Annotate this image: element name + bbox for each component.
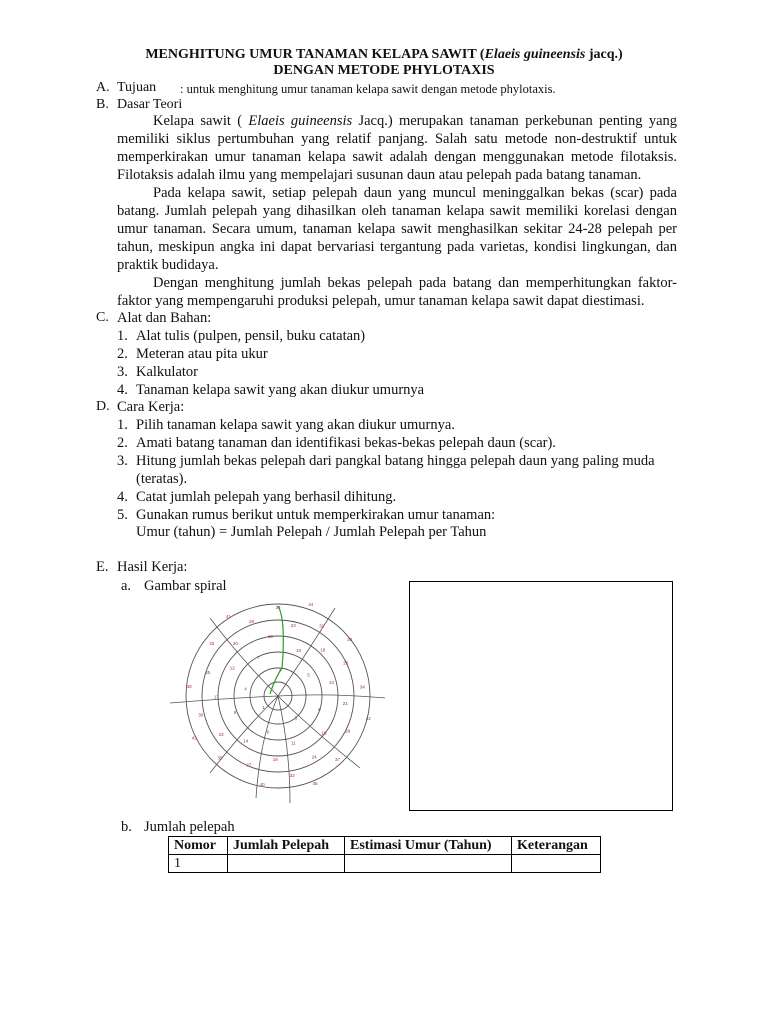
spiral-label: 1 — [262, 705, 265, 711]
spiral-label: 3 — [294, 715, 298, 721]
section-b-label: Dasar Teori — [117, 97, 183, 112]
results-table — [168, 836, 601, 873]
table-cell[interactable] — [512, 855, 601, 873]
subsection-b-marker: b. — [121, 819, 132, 835]
section-d-marker: D. — [96, 399, 110, 414]
spiral-label: 43 — [191, 735, 197, 741]
list-item: 5. Gunakan rumus berikut untuk memperkirakan umur tanaman: — [117, 507, 496, 523]
spiral-label: 42 — [365, 716, 371, 722]
spiral-label: 6 — [266, 729, 270, 735]
procedure-list — [117, 416, 677, 524]
spiral-label: 19 — [272, 756, 278, 762]
table-header-row — [169, 837, 601, 855]
list-item: 1. Pilih tanaman kelapa sawit yang akan diukur umurnya. — [117, 417, 455, 433]
section-a-text: : untuk menghitung umur tanaman kelapa sawit dengan metode phylotaxis. — [180, 82, 556, 96]
spiral-label: 25 — [205, 669, 211, 675]
list-item: 2. Amati batang tanaman dan identifikasi bekas-bekas pelepah daun (scar). — [117, 435, 556, 451]
spiral-label: 4 — [244, 686, 247, 692]
column-header-estimasi-umur: Estimasi Umur (Tahun) — [345, 837, 512, 855]
title-species: Elaeis guineensis — [484, 47, 586, 62]
drawing-answer-box[interactable] — [409, 581, 673, 811]
list-item: 3. Kalkulator — [117, 364, 199, 380]
spiral-label: 40 — [259, 782, 265, 787]
spiral-label: 16 — [321, 730, 327, 736]
subsection-a-label: Gambar spiral — [144, 578, 227, 594]
spiral-label: 13 — [328, 680, 334, 686]
document-title — [0, 47, 768, 62]
subsection-b-label: Jumlah pelepah — [144, 819, 235, 835]
spiral-label: 2 — [278, 667, 282, 672]
title-line1-part: MENGHITUNG UMUR TANAMAN KELAPA SAWIT ( — [145, 47, 485, 62]
highlighted-spiral — [267, 606, 283, 694]
table-cell: 1 — [169, 855, 228, 873]
spiral-label: 21 — [342, 700, 348, 706]
title-line1-end: jacq.) — [585, 47, 623, 62]
spiral-label: 12 — [229, 665, 235, 671]
spiral-label: 26 — [343, 660, 349, 666]
spiral-label: 22 — [218, 731, 224, 737]
column-header-nomor: Nomor — [169, 837, 228, 855]
table-cell[interactable] — [345, 855, 512, 873]
document-subtitle: DENGAN METODE PHYLOTAXIS — [273, 63, 495, 78]
theory-paragraph-2: Pada kelapa sawit, setiap pelepah daun yang muncul meninggalkan bekas (scar) pada batang. Jumlah pelepah yang dihasilkan oleh tanaman kelapa sawit memiliki korelasi dengan umur tanaman. Secara umum, tanaman kelapa sawit menghasilkan sekitar 24-28 pelepah per tahun, meskipun angka ini dapat bervariasi tergantung pada varietas, kondisi lingkungan, dan praktik budidaya. — [117, 185, 677, 273]
list-item: 3. Hitung jumlah bekas pelepah dari pangkal batang hingga pelepah daun yang paling muda (teratas). — [117, 453, 655, 487]
list-item: 4. Tanaman kelapa sawit yang akan diukur umurnya — [117, 382, 425, 398]
column-header-jumlah-pelepah: Jumlah Pelepah — [228, 837, 345, 855]
spiral-label: 5 — [307, 672, 310, 678]
spiral-label: 36 — [275, 605, 281, 610]
subsection-a-marker: a. — [121, 578, 132, 594]
section-a-label: Tujuan — [117, 80, 157, 95]
spiral-label: 35 — [217, 755, 223, 761]
section-e-label: Hasil Kerja: — [117, 559, 188, 575]
spiral-label: 15 — [267, 634, 273, 640]
spiral-label: 41 — [225, 614, 231, 619]
theory-paragraph-3: Dengan menghitung jumlah bekas pelepah pada batang dan memperhitungkan faktor-faktor yang mempengaruhi produksi pelepah, umur tanaman kelapa sawit dapat diestimasi. — [117, 275, 677, 309]
spiral-label: 11 — [290, 740, 296, 746]
spiral-label: 14 — [243, 738, 249, 744]
spiral-label: 38 — [186, 684, 192, 690]
spiral-label: 32 — [289, 773, 295, 779]
list-item: 4. Catat jumlah pelepah yang berhasil dihitung. — [117, 489, 397, 505]
spiral-label: 45 — [312, 781, 318, 787]
spiral-label: 31 — [319, 623, 325, 629]
list-item: 2. Meteran atau pita ukur — [117, 346, 268, 362]
spiral-label: 29 — [345, 728, 351, 734]
list-item: 1. Alat tulis (pulpen, pensil, buku catatan) — [117, 328, 366, 344]
table-cell[interactable] — [228, 855, 345, 873]
spiral-label: 23 — [290, 622, 296, 628]
spiral-label: 30 — [198, 712, 204, 718]
spiral-label: 39 — [347, 637, 353, 642]
spiral-label: 18 — [320, 647, 326, 653]
spiral-label: 17 — [213, 694, 219, 700]
age-formula: Umur (tahun) = Jumlah Pelepah / Jumlah Pelepah per Tahun — [136, 524, 487, 540]
spiral-label: 34 — [359, 684, 365, 690]
materials-list — [117, 327, 677, 399]
spiral-label: 44 — [308, 602, 314, 608]
spiral-label: 28 — [248, 619, 255, 625]
spiral-label: 20 — [232, 641, 238, 647]
section-e-marker: E. — [96, 559, 109, 575]
spiral-label: 9 — [233, 709, 237, 715]
column-header-keterangan: Keterangan — [512, 837, 601, 855]
spiral-label: 27 — [246, 762, 252, 768]
spiral-label: 8 — [318, 707, 321, 713]
section-c-label: Alat dan Bahan: — [117, 310, 212, 326]
spiral-label: 7 — [257, 655, 260, 660]
section-d-label: Cara Kerja: — [117, 399, 185, 415]
section-a-marker: A. — [96, 80, 110, 95]
section-b-marker: B. — [96, 97, 109, 112]
table-row — [169, 855, 601, 873]
theory-paragraph-1: Kelapa sawit ( Elaeis guineensis Jacq.) merupakan tanaman perkebunan penting yang memiliki siklus pertumbuhan yang relatif panjang. Salah satu metode non-destruktif untuk memperkirakan umur tanaman kelapa sawit adalah dengan menggunakan metode filotaksis. Filotaksis adalah ilmu yang mempelajari susunan daun atau pelepah pada batang tanaman. — [117, 113, 677, 183]
spiral-label: 33 — [209, 641, 215, 647]
spiral-label: 37 — [334, 757, 341, 762]
spiral-label: 10 — [296, 647, 302, 653]
section-c-marker: C. — [96, 310, 109, 325]
phyllotaxis-spiral-diagram — [160, 598, 400, 810]
spiral-label: 24 — [311, 754, 317, 760]
